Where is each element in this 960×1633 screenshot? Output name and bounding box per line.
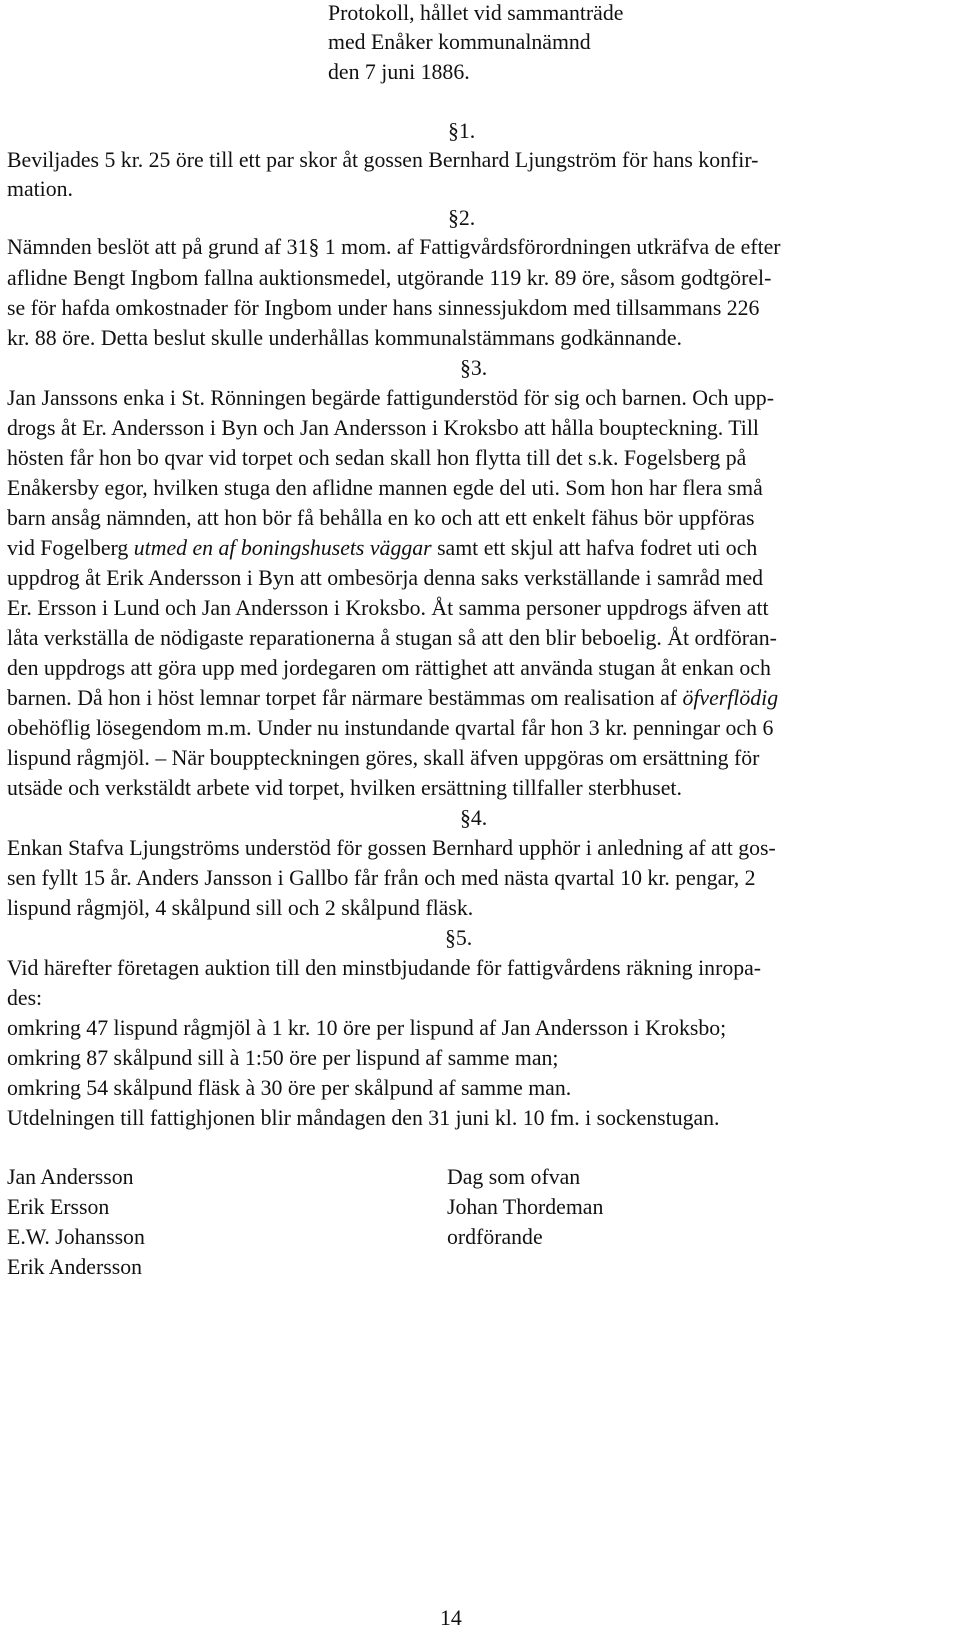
section-2-line: Nämnden beslöt att på grund af 31§ 1 mom. af Fattigvårdsförordningen utkräfva de efter [7, 235, 781, 259]
section-3-line: obehöflig lösegendom m.m. Under nu instundande qvartal får hon 3 kr. penningar och 6 [7, 716, 774, 740]
section-3-line: den uppdrogs att göra upp med jordegaren om rättighet att använda stugan åt enkan och [7, 656, 771, 680]
section-3-line: uppdrog åt Erik Andersson i Byn att ombesörja denna saks verkställande i samråd med [7, 566, 764, 590]
section-5-line: Utdelningen till fattighjonen blir måndagen den 31 juni kl. 10 fm. i sockenstugan. [7, 1106, 720, 1130]
header-line-1: Protokoll, hållet vid sammanträde [328, 1, 624, 25]
section-2-heading: §2. [448, 206, 476, 230]
section-3-line: utsäde och verkstäldt arbete vid torpet, hvilken ersättning tillfaller sterbhuset. [7, 776, 682, 800]
section-3-line: låta verkställa de nödigaste reparationerna å stugan så att den blir beboelig. Åt ordföran- [7, 626, 777, 650]
section-3-line [7, 683, 960, 713]
signature-name: Erik Andersson [7, 1255, 143, 1279]
section-3-italic-text: öfverflödig [682, 686, 779, 710]
section-3-line: Jan Janssons enka i St. Rönningen begärde fattigunderstöd för sig och barnen. Och upp- [7, 386, 774, 410]
section-5-line: Vid härefter företagen auktion till den minstbjudande för fattigvårdens räkning inropa- [7, 956, 762, 980]
section-2-line: kr. 88 öre. Detta beslut skulle underhållas kommunalstämmans godkännande. [7, 326, 682, 350]
section-1-heading: §1. [448, 119, 476, 143]
section-3-line: Enåkersby egor, hvilken stuga den aflidne mannen egde del uti. Som hon har flera små [7, 476, 763, 500]
section-3-heading: §3. [460, 356, 488, 380]
header-line-2: med Enåker kommunalnämnd [328, 30, 591, 54]
signature-name: E.W. Johansson [7, 1225, 145, 1249]
section-3-line-text: vid Fogelberg [7, 536, 134, 560]
section-5-line: omkring 54 skålpund fläsk à 30 öre per skålpund af samme man. [7, 1076, 572, 1100]
section-4-heading: §4. [460, 806, 488, 830]
section-3-line-text: barnen. Då hon i höst lemnar torpet får närmare bestämmas om realisation af [7, 686, 683, 710]
section-3-line: Er. Ersson i Lund och Jan Andersson i Kroksbo. Åt samma personer uppdrogs äfven att [7, 596, 769, 620]
header-line-3: den 7 juni 1886. [328, 60, 470, 84]
section-3-line-text: samt ett skjul att hafva fodret uti och [431, 536, 758, 560]
section-5-line: omkring 47 lispund rågmjöl à 1 kr. 10 öre per lispund af Jan Andersson i Kroksbo; [7, 1016, 727, 1040]
page-number: 14 [440, 1606, 462, 1630]
signature-name: Jan Andersson [7, 1165, 134, 1189]
section-5-line: omkring 87 skålpund sill à 1:50 öre per lispund af samme man; [7, 1046, 559, 1070]
section-1-line: Beviljades 5 kr. 25 öre till ett par skor åt gossen Bernhard Ljungström för hans konfir- [7, 148, 759, 172]
section-3-line: drogs åt Er. Andersson i Byn och Jan Andersson i Kroksbo att hålla boupteckning. Till [7, 416, 759, 440]
section-3-line [7, 533, 960, 563]
signature-name: Erik Ersson [7, 1195, 110, 1219]
section-4-line: sen fyllt 15 år. Anders Jansson i Gallbo får från och med nästa qvartal 10 kr. pengar, 2 [7, 866, 756, 890]
section-2-line: se för hafda omkostnader för Ingbom under hans sinnessjukdom med tillsammans 226 [7, 296, 760, 320]
section-3-italic-text: utmed en af boningshusets väggar [133, 536, 432, 560]
signature-date-note: Dag som ofvan [447, 1165, 581, 1189]
section-3-line: hösten får hon bo qvar vid torpet och sedan skall hon flytta till det s.k. Fogelsberg på [7, 446, 747, 470]
section-3-line: barn ansåg nämnden, att hon bör få behålla en ko och att ett enkelt fähus bör uppföras [7, 506, 755, 530]
signature-chairman-name: Johan Thordeman [447, 1195, 604, 1219]
section-1-line: mation. [7, 177, 73, 201]
section-3-line: lispund rågmjöl. – När bouppteckningen göres, skall äfven uppgöras om ersättning för [7, 746, 760, 770]
section-5-heading: §5. [445, 926, 473, 950]
section-4-line: lispund rågmjöl, 4 skålpund sill och 2 skålpund fläsk. [7, 896, 474, 920]
section-2-line: aflidne Bengt Ingbom fallna auktionsmedel, utgörande 119 kr. 89 öre, såsom godtgörel- [7, 266, 772, 290]
section-5-line: des: [7, 986, 43, 1010]
signature-chairman-title: ordförande [447, 1225, 543, 1249]
section-4-line: Enkan Stafva Ljungströms understöd för gossen Bernhard upphör i anledning af att gos- [7, 836, 776, 860]
